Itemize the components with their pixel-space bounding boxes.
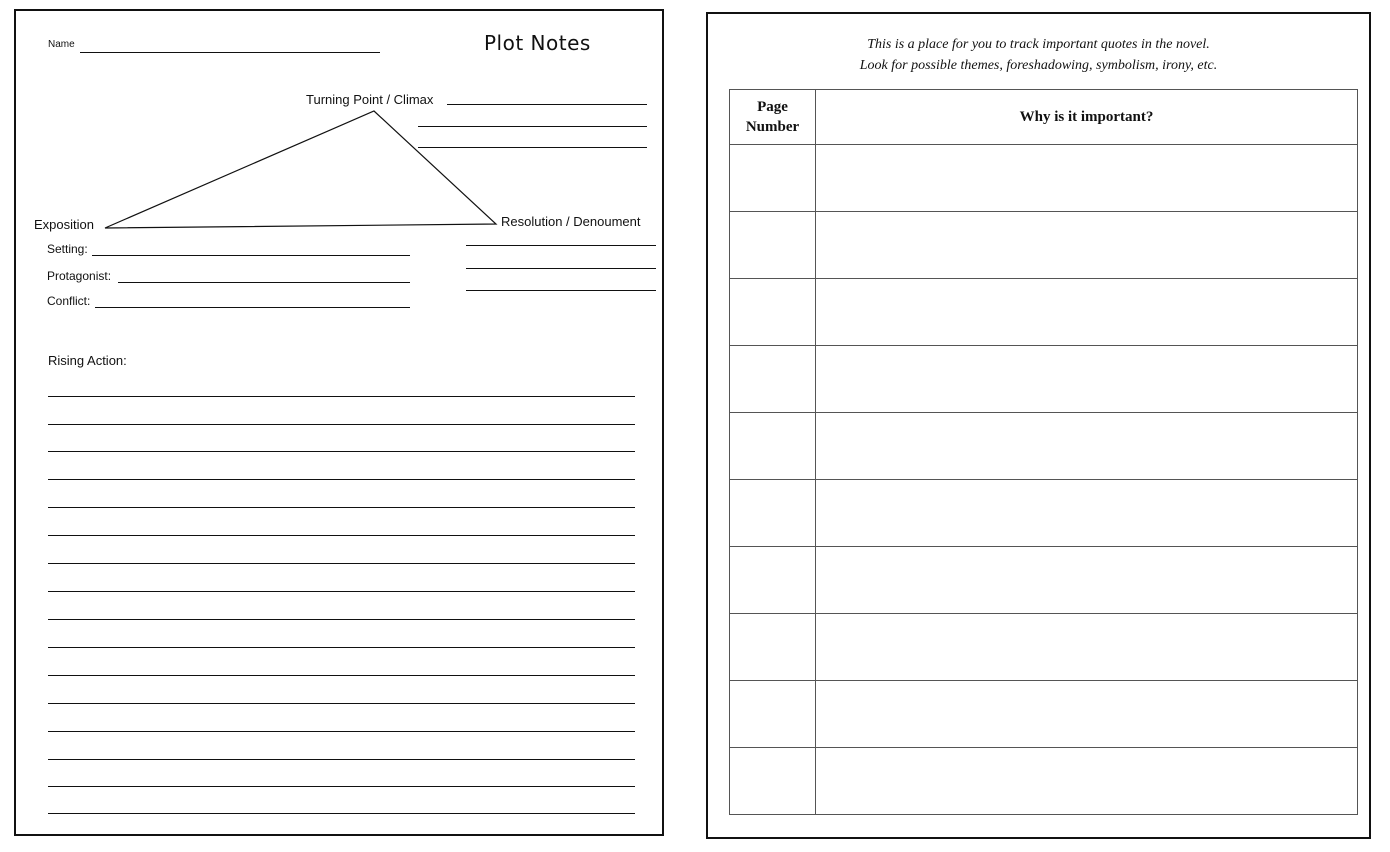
protagonist-label: Protagonist: [47, 269, 112, 283]
setting-label: Setting: [47, 242, 88, 256]
table-row [730, 748, 1358, 815]
table-row [730, 279, 1358, 346]
page-number-cell[interactable] [730, 346, 816, 413]
rising-action-line[interactable] [48, 424, 635, 425]
importance-cell[interactable] [816, 346, 1358, 413]
resolution-line-1[interactable] [466, 245, 656, 246]
table-row [730, 145, 1358, 212]
intro-line-2: Look for possible themes, foreshadowing, symbolism, irony, etc. [859, 58, 1218, 73]
page-number-cell[interactable] [730, 748, 816, 815]
importance-cell[interactable] [816, 413, 1358, 480]
rising-action-line[interactable] [48, 563, 635, 564]
resolution-line-3[interactable] [466, 290, 656, 291]
rising-action-line[interactable] [48, 731, 635, 732]
page-title: Plot Notes [484, 31, 591, 55]
quotes-page [706, 12, 1371, 839]
climax-label: Turning Point / Climax [306, 92, 434, 107]
rising-action-line[interactable] [48, 786, 635, 787]
page-number-cell[interactable] [730, 145, 816, 212]
rising-action-line[interactable] [48, 451, 635, 452]
rising-action-line[interactable] [48, 479, 635, 480]
table-row [730, 212, 1358, 279]
table-row [730, 413, 1358, 480]
importance-cell[interactable] [816, 681, 1358, 748]
rising-action-line[interactable] [48, 813, 635, 814]
rising-action-line[interactable] [48, 647, 635, 648]
resolution-label: Resolution / Denoument [501, 214, 641, 229]
resolution-line-2[interactable] [466, 268, 656, 269]
quotes-table [729, 89, 1358, 815]
name-label: Name [48, 39, 75, 50]
page-number-header-line-2: Number [745, 119, 800, 135]
protagonist-field[interactable] [118, 282, 410, 283]
importance-cell[interactable] [816, 480, 1358, 547]
table-row [730, 614, 1358, 681]
rising-action-label: Rising Action: [48, 353, 127, 368]
importance-cell[interactable] [816, 614, 1358, 681]
rising-action-line[interactable] [48, 507, 635, 508]
importance-cell[interactable] [816, 748, 1358, 815]
plot-triangle-diagram [16, 11, 662, 834]
table-header-row [730, 90, 1358, 145]
conflict-label: Conflict: [47, 294, 91, 308]
rising-action-line[interactable] [48, 619, 635, 620]
rising-action-line[interactable] [48, 591, 635, 592]
importance-cell[interactable] [816, 547, 1358, 614]
page-number-cell[interactable] [730, 212, 816, 279]
setting-field[interactable] [92, 255, 410, 256]
page-number-header-line-1: Page [757, 99, 788, 115]
rising-action-line[interactable] [48, 759, 635, 760]
page-number-header [730, 90, 816, 145]
exposition-label: Exposition [34, 217, 94, 232]
page-number-cell[interactable] [730, 614, 816, 681]
page-number-cell[interactable] [730, 480, 816, 547]
importance-cell[interactable] [816, 279, 1358, 346]
page-number-cell[interactable] [730, 279, 816, 346]
page-number-cell[interactable] [730, 413, 816, 480]
rising-action-line[interactable] [48, 396, 635, 397]
rising-action-line[interactable] [48, 535, 635, 536]
rising-action-line[interactable] [48, 675, 635, 676]
importance-cell[interactable] [816, 212, 1358, 279]
importance-cell[interactable] [816, 145, 1358, 212]
table-row [730, 480, 1358, 547]
importance-header: Why is it important? [816, 90, 1358, 145]
intro-line-1: This is a place for you to track important quotes in the novel. [867, 37, 1210, 52]
rising-action-line[interactable] [48, 703, 635, 704]
table-row [730, 547, 1358, 614]
table-row [730, 346, 1358, 413]
page-number-cell[interactable] [730, 547, 816, 614]
conflict-field[interactable] [95, 307, 410, 308]
page-number-cell[interactable] [730, 681, 816, 748]
plot-notes-page [14, 9, 664, 836]
plot-triangle [105, 111, 496, 228]
table-row [730, 681, 1358, 748]
